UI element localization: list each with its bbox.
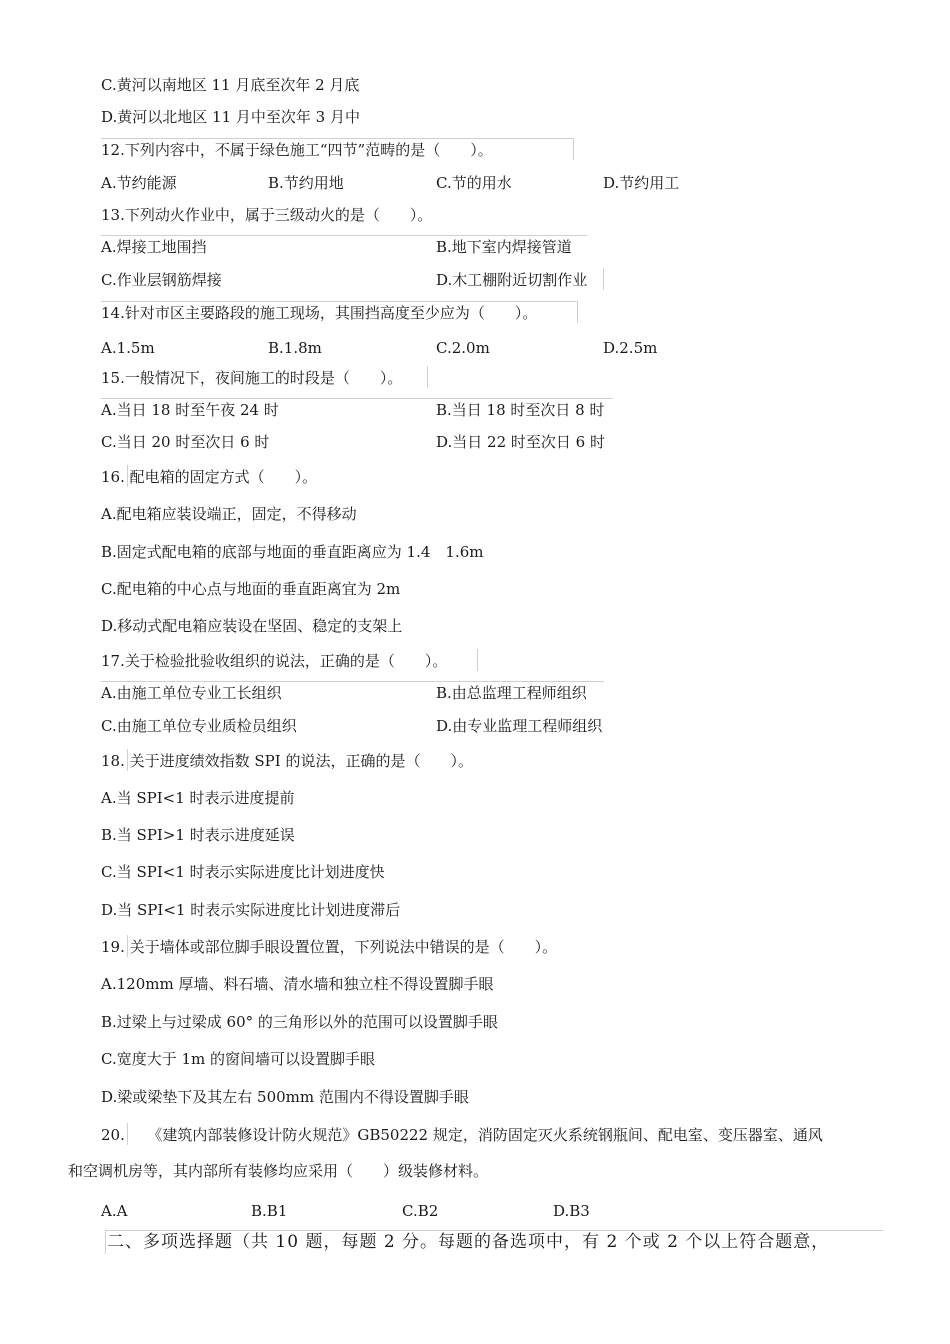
q16-option-a: A.配电箱应装设端正，固定，不得移动 <box>101 505 357 523</box>
q13-option-c: C.作业层钢筋焊接 <box>101 271 222 289</box>
q12-option-b: B.节约用地 <box>268 174 344 192</box>
q14-option-d: D.2.5m <box>603 339 658 357</box>
cell-border <box>477 649 478 671</box>
cell-border <box>101 301 577 302</box>
q19-option-c: C.宽度大于 1m 的窗间墙可以设置脚手眼 <box>101 1050 376 1068</box>
q16-option-b: B.固定式配电箱的底部与地面的垂直距离应为 1.4 1.6m <box>101 543 484 561</box>
q18-option-d: D.当 SPI<1 时表示实际进度比计划进度滞后 <box>101 901 401 919</box>
q17-option-b: B.由总监理工程师组织 <box>436 684 587 702</box>
q14-option-b: B.1.8m <box>268 339 322 357</box>
q15-option-c: C.当日 20 时至次日 6 时 <box>101 433 270 451</box>
cell-border <box>127 749 128 771</box>
q14-stem: 14.针对市区主要路段的施工现场，其围挡高度至少应为（ ）。 <box>101 304 538 322</box>
cell-border <box>427 366 428 388</box>
q20-stem-line1: 20. 《建筑内部装修设计防火规范》GB50222 规定，消防固定灭火系统钢瓶间、配电室、变压器室、通风 <box>101 1126 823 1144</box>
q17-option-d: D.由专业监理工程师组织 <box>436 717 603 735</box>
cell-border <box>127 1123 128 1145</box>
q15-option-d: D.当日 22 时至次日 6 时 <box>436 433 605 451</box>
q14-option-a: A.1.5m <box>101 339 155 357</box>
q13-option-b: B.地下室内焊接管道 <box>436 238 572 256</box>
cell-border <box>573 138 574 160</box>
q11-option-d: D.黄河以北地区 11 月中至次年 3 月中 <box>101 108 360 126</box>
q16-option-c: C.配电箱的中心点与地面的垂直距离宜为 2m <box>101 580 401 598</box>
cell-border <box>603 268 604 290</box>
q16-stem: 16. 配电箱的固定方式（ ）。 <box>101 468 318 486</box>
q20-stem-line2: 和空调机房等，其内部所有装修均应采用（ ）级装修材料。 <box>68 1162 489 1180</box>
q18-option-c: C.当 SPI<1 时表示实际进度比计划进度快 <box>101 863 385 881</box>
cell-border <box>105 1230 883 1231</box>
q12-option-d: D.节约用工 <box>603 174 680 192</box>
cell-border <box>101 138 573 139</box>
q15-option-b: B.当日 18 时至次日 8 时 <box>436 401 605 419</box>
q17-option-c: C.由施工单位专业质检员组织 <box>101 717 297 735</box>
q17-option-a: A.由施工单位专业工长组织 <box>101 684 282 702</box>
cell-border <box>105 1230 106 1254</box>
cell-border <box>577 301 578 323</box>
q19-option-d: D.梁或梁垫下及其左右 500mm 范围内不得设置脚手眼 <box>101 1088 469 1106</box>
cell-border <box>101 235 587 236</box>
cell-border <box>127 935 128 957</box>
section-multiple-choice-heading: 二、多项选择题（共 10 题，每题 2 分。每题的备选项中，有 2 个或 2 个以上符合题意， <box>107 1232 830 1252</box>
q12-option-c: C.节的用水 <box>436 174 512 192</box>
q13-stem: 13.下列动火作业中，属于三级动火的是（ ）。 <box>101 206 433 224</box>
q16-option-d: D.移动式配电箱应装设在坚固、稳定的支架上 <box>101 617 403 635</box>
cell-border <box>127 465 128 487</box>
q12-option-a: A.节约能源 <box>101 174 177 192</box>
q13-option-d: D.木工棚附近切割作业 <box>436 271 588 289</box>
q20-option-c: C.B2 <box>402 1202 439 1220</box>
q20-option-a: A.A <box>101 1202 128 1220</box>
q19-option-b: B.过梁上与过梁成 60° 的三角形以外的范围可以设置脚手眼 <box>101 1013 498 1031</box>
q15-stem: 15.一般情况下，夜间施工的时段是（ ）。 <box>101 369 403 387</box>
q17-stem: 17.关于检验批验收组织的说法，正确的是（ ）。 <box>101 652 448 670</box>
q18-option-a: A.当 SPI<1 时表示进度提前 <box>101 789 295 807</box>
q12-stem: 12.下列内容中，不属于绿色施工“四节”范畴的是（ ）。 <box>101 141 493 159</box>
q14-option-c: C.2.0m <box>436 339 490 357</box>
cell-border <box>101 398 613 399</box>
q19-option-a: A.120mm 厚墙、料石墙、清水墙和独立柱不得设置脚手眼 <box>101 975 494 993</box>
q11-option-c: C.黄河以南地区 11 月底至次年 2 月底 <box>101 76 360 94</box>
q13-option-a: A.焊接工地围挡 <box>101 238 207 256</box>
q18-option-b: B.当 SPI>1 时表示进度延误 <box>101 826 295 844</box>
q18-stem: 18. 关于进度绩效指数 SPI 的说法，正确的是（ ）。 <box>101 752 473 770</box>
cell-border <box>101 681 604 682</box>
q20-option-b: B.B1 <box>251 1202 288 1220</box>
q15-option-a: A.当日 18 时至午夜 24 时 <box>101 401 279 419</box>
q19-stem: 19. 关于墙体或部位脚手眼设置位置，下列说法中错误的是（ ）。 <box>101 938 558 956</box>
q20-option-d: D.B3 <box>553 1202 590 1220</box>
